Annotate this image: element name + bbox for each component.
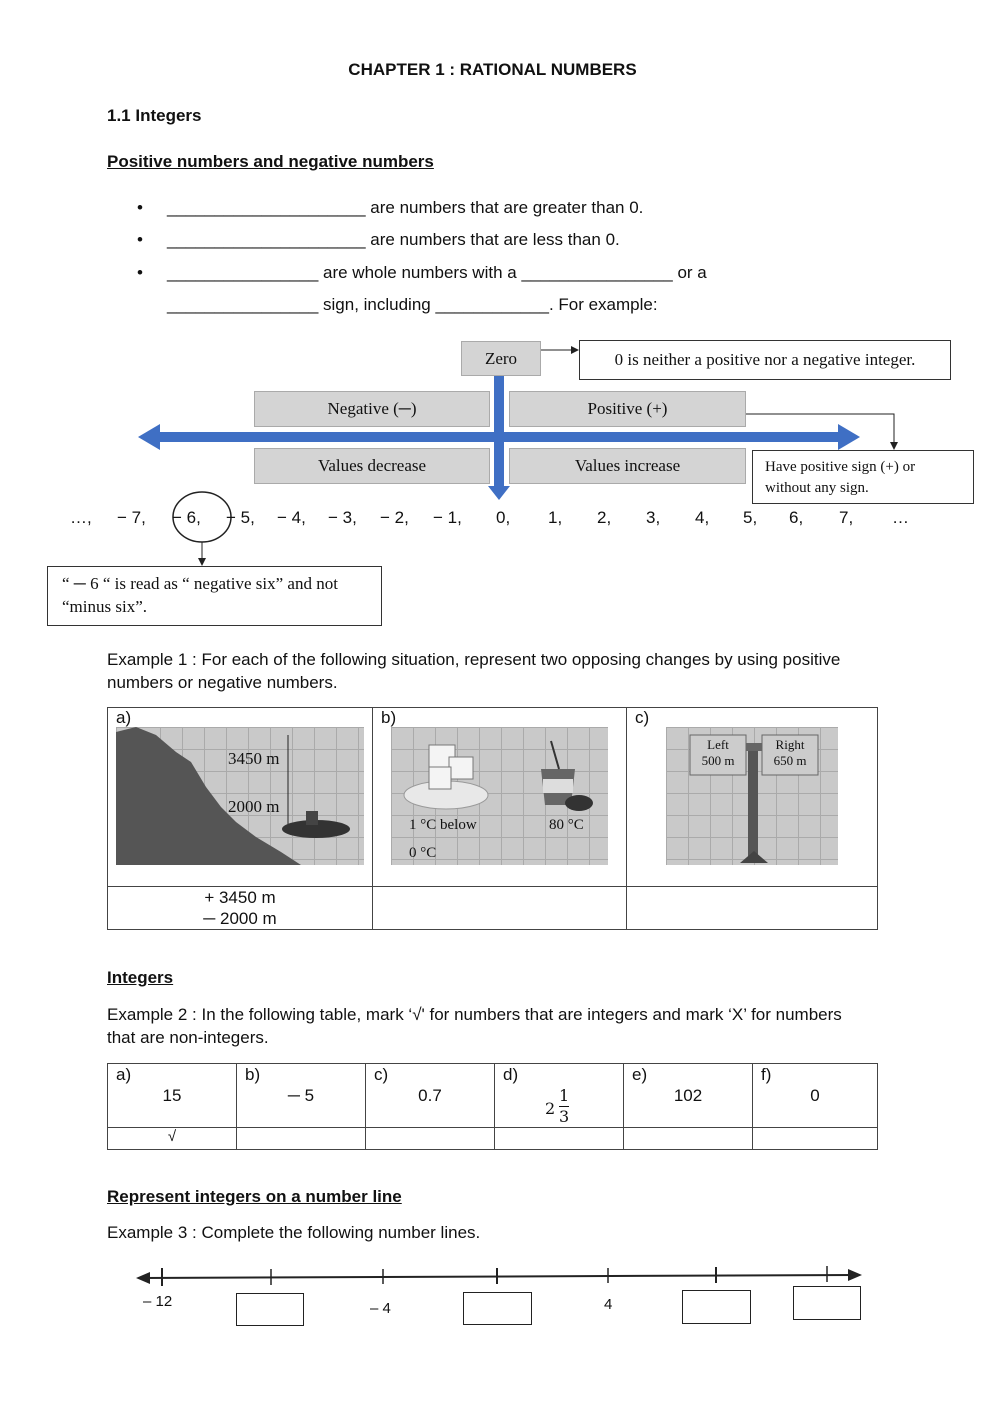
photo-c-right-l1: Right xyxy=(775,737,805,752)
bullet-dot: • xyxy=(137,230,143,249)
answer-box-4[interactable] xyxy=(793,1286,861,1320)
ex2-label: b) xyxy=(245,1065,261,1084)
ex1-label-a: a) xyxy=(116,708,132,727)
ex2-label: e) xyxy=(632,1065,648,1084)
photo-a-high-label: 3450 m xyxy=(228,749,280,768)
number-item: 5, xyxy=(743,508,758,527)
number-item: − 5, xyxy=(226,508,255,527)
integers-heading: Integers xyxy=(107,968,174,987)
blank-1[interactable]: _____________________ xyxy=(167,198,366,217)
photo-c-right-sign xyxy=(762,737,818,769)
positive-box: Positive (+) xyxy=(509,391,746,427)
photo-c-left-l2: 500 m xyxy=(701,753,735,768)
ex1-answer-c[interactable] xyxy=(627,887,878,930)
ex1-answer-a-2: ─ 2000 m xyxy=(203,909,277,928)
number-item: − 1, xyxy=(433,508,462,527)
negative-box: Negative (─) xyxy=(254,391,490,427)
ex2-cell-e xyxy=(624,1064,753,1128)
blank-3d[interactable]: ____________ xyxy=(435,295,549,314)
photo-mountain-submarine xyxy=(116,727,364,865)
number-item: 7, xyxy=(839,508,854,527)
bullet-2-text: are numbers that are less than 0. xyxy=(365,230,620,249)
ex1-answer-b[interactable] xyxy=(373,887,627,930)
number-item: 6, xyxy=(789,508,804,527)
ex2-mark-c[interactable] xyxy=(366,1128,495,1150)
blank-3b[interactable]: ________________ xyxy=(521,263,673,282)
photo-c-left-sign xyxy=(690,737,746,769)
values-increase-box: Values increase xyxy=(509,448,746,484)
ex2-label: f) xyxy=(761,1065,772,1084)
blank-3a[interactable]: ________________ xyxy=(167,263,319,282)
ex2-value: 0 xyxy=(810,1086,820,1105)
ex1-answer-a-1: + 3450 m xyxy=(204,888,276,907)
number-item: 4, xyxy=(695,508,710,527)
example2-table xyxy=(107,1063,878,1150)
ex2-denominator: 3 xyxy=(559,1107,570,1126)
subheading-pos-neg: Positive numbers and negative numbers xyxy=(107,152,434,171)
photo-b-below-label: 1 °C below xyxy=(409,817,477,833)
numberline-label-4: 4 xyxy=(604,1296,613,1313)
ex2-mark-f[interactable] xyxy=(753,1128,878,1150)
ex1-label-b: b) xyxy=(381,708,397,727)
number-item: 2, xyxy=(597,508,612,527)
answer-box-1[interactable] xyxy=(236,1293,304,1326)
number-item: − 4, xyxy=(277,508,306,527)
bullet-3-text-2: or a xyxy=(672,263,707,282)
answer-box-3[interactable] xyxy=(682,1290,751,1324)
ex2-label: a) xyxy=(116,1065,132,1084)
ex2-label: d) xyxy=(503,1065,519,1084)
blank-2[interactable]: _____________________ xyxy=(167,230,366,249)
number-item: …, xyxy=(70,508,92,527)
bullet-3-text-4: . For example: xyxy=(548,295,658,314)
photo-signpost xyxy=(666,727,838,865)
ex2-label: c) xyxy=(374,1065,389,1084)
ex2-cell-a xyxy=(108,1064,237,1128)
photo-b-zero-label: 0 °C xyxy=(409,845,437,861)
ex2-mark-a[interactable]: √ xyxy=(108,1128,237,1150)
numberline-label-neg12: – 12 xyxy=(143,1293,173,1310)
bullet-dot: • xyxy=(137,263,143,282)
number-item-neg6: − 6, xyxy=(172,508,201,527)
zero-note-box: 0 is neither a positive nor a negative integer. xyxy=(579,340,951,380)
positive-note-box: Have positive sign (+) or without any sign. xyxy=(752,450,974,504)
ex2-cell-b xyxy=(237,1064,366,1128)
ex2-value: 0.7 xyxy=(418,1086,442,1105)
ex2-mark-b[interactable] xyxy=(237,1128,366,1150)
number-item: − 2, xyxy=(380,508,409,527)
photo-c-right-l2: 650 m xyxy=(773,753,807,768)
numberline-heading: Represent integers on a number line xyxy=(107,1187,402,1206)
bullet-3-text-3: sign, including xyxy=(318,295,436,314)
ex2-cell-c xyxy=(366,1064,495,1128)
numberline-label-neg4: – 4 xyxy=(370,1300,391,1317)
photo-c-left-l1: Left xyxy=(707,737,729,752)
photo-b-hot-label: 80 °C xyxy=(549,817,584,833)
ex2-mark-d[interactable] xyxy=(495,1128,624,1150)
example2-text: Example 2 : In the following table, mark ‘√' for numbers that are integers and mark ‘X’ for numbers that are non-integers. xyxy=(107,1005,842,1047)
bullet-3-text: are whole numbers with a xyxy=(318,263,522,282)
page-title: CHAPTER 1 : RATIONAL NUMBERS xyxy=(348,60,637,79)
bullet-3 xyxy=(167,263,707,283)
ex2-whole: 2 xyxy=(545,1099,556,1118)
bullet-dot: • xyxy=(137,198,143,217)
bullet-3-line2 xyxy=(167,295,658,315)
number-item: 0, xyxy=(496,508,511,527)
bullet-1-text: are numbers that are greater than 0. xyxy=(365,198,644,217)
ex2-cell-d xyxy=(495,1064,624,1128)
ex1-label-c: c) xyxy=(635,708,650,727)
ex1-answer-a xyxy=(108,887,373,930)
section-heading: 1.1 Integers xyxy=(107,106,202,125)
zero-box: Zero xyxy=(461,341,541,376)
answer-box-2[interactable] xyxy=(463,1292,532,1325)
ex2-mark-e[interactable] xyxy=(624,1128,753,1150)
ex2-value: 15 xyxy=(162,1086,182,1105)
ex2-value: ─ 5 xyxy=(287,1086,315,1105)
bullet-1 xyxy=(167,198,643,218)
neg6-note-box: “ ─ 6 “ is read as “ negative six” and not “minus six”. xyxy=(47,566,382,626)
example3-text: Example 3 : Complete the following number lines. xyxy=(107,1223,481,1242)
photo-a-low-label: 2000 m xyxy=(228,797,280,816)
number-item: − 7, xyxy=(117,508,146,527)
number-item: 3, xyxy=(646,508,661,527)
example1-text: Example 1 : For each of the following situation, represent two opposing changes by using positive numbers or negative numbers. xyxy=(107,650,841,692)
mountain-icon xyxy=(116,727,364,865)
number-item: … xyxy=(892,508,909,527)
bullet-2 xyxy=(167,230,620,250)
ex2-cell-f xyxy=(753,1064,878,1128)
number-item: 1, xyxy=(548,508,563,527)
ex2-value: 102 xyxy=(673,1086,703,1105)
ex2-numerator: 1 xyxy=(559,1086,570,1105)
number-item: − 3, xyxy=(328,508,357,527)
values-decrease-box: Values decrease xyxy=(254,448,490,484)
photo-ice-coffee xyxy=(391,727,608,865)
blank-3c[interactable]: ________________ xyxy=(167,295,319,314)
